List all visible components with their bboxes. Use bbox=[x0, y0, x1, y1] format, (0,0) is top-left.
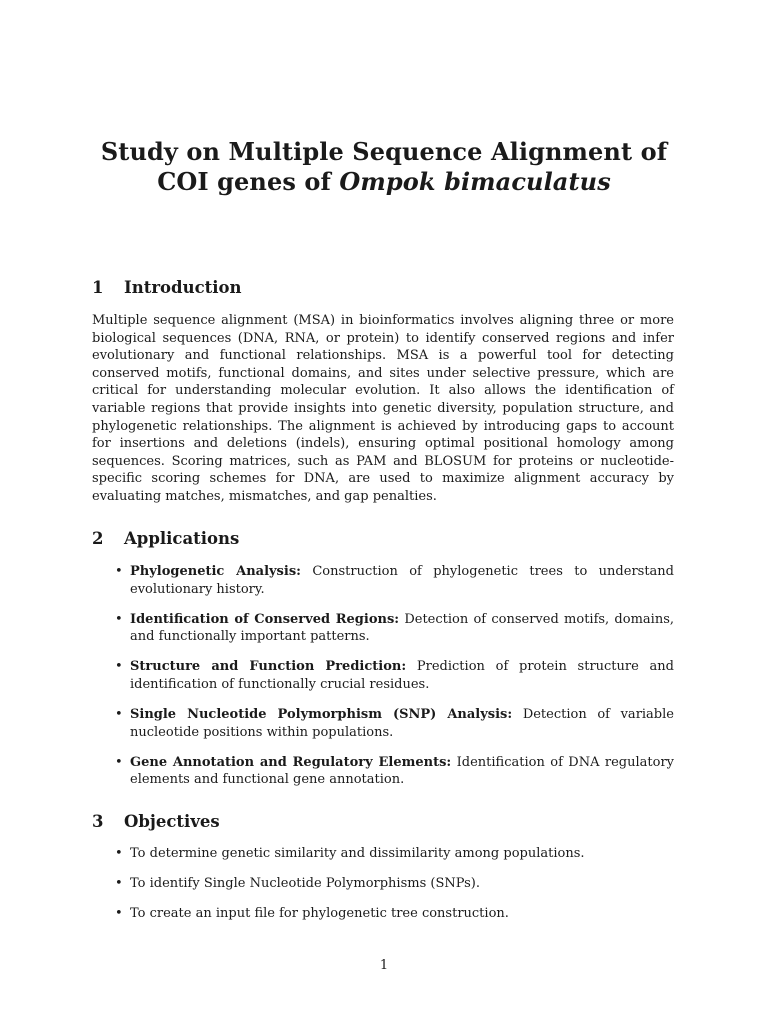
section-title: Applications bbox=[124, 529, 240, 548]
section-number: 1 bbox=[92, 278, 104, 297]
bullet-icon: • bbox=[115, 707, 123, 723]
section-title: Objectives bbox=[124, 812, 220, 831]
section-heading-objectives bbox=[92, 812, 220, 832]
list-item bbox=[92, 563, 674, 598]
list-item bbox=[92, 875, 674, 893]
page-number: 1 bbox=[379, 958, 389, 973]
list-item bbox=[92, 611, 674, 646]
item-text: To create an input file for phylogenetic tree construction. bbox=[130, 906, 509, 922]
title-line-2 bbox=[60, 167, 708, 197]
item-text: To determine genetic similarity and dissimilarity among populations. bbox=[130, 846, 585, 861]
section-number: 2 bbox=[92, 529, 104, 548]
item-term: Phylogenetic Analysis: bbox=[130, 564, 301, 579]
item-text: Prediction of protein structure and identification of functionally crucial residues. bbox=[130, 659, 674, 692]
item-text: Detection of variable nucleotide positions within populations. bbox=[130, 707, 674, 740]
section-heading-applications bbox=[92, 529, 239, 549]
paper-title bbox=[60, 137, 708, 197]
section-number: 3 bbox=[92, 812, 104, 831]
list-item bbox=[92, 706, 674, 741]
bullet-icon: • bbox=[115, 846, 123, 861]
list-item bbox=[92, 845, 674, 863]
item-text: To identify Single Nucleotide Polymorphisms (SNPs). bbox=[130, 876, 481, 892]
title-line-2-prefix: COI genes of bbox=[157, 167, 340, 196]
bullet-icon: • bbox=[115, 876, 123, 892]
bullet-icon: • bbox=[115, 906, 123, 922]
objectives-list bbox=[92, 845, 674, 935]
bullet-icon: • bbox=[115, 659, 123, 675]
item-term: Gene Annotation and Regulatory Elements: bbox=[130, 754, 452, 770]
bullet-icon: • bbox=[115, 564, 123, 579]
bullet-icon: • bbox=[115, 754, 123, 770]
bullet-icon: • bbox=[115, 611, 123, 627]
title-line-1: Study on Multiple Sequence Alignment of bbox=[100, 137, 668, 166]
section-title: Introduction bbox=[124, 278, 242, 297]
item-text: Detection of conserved motifs, domains, and functionally important patterns. bbox=[130, 611, 674, 645]
list-item bbox=[92, 658, 674, 693]
list-item bbox=[92, 905, 674, 923]
section-heading-introduction bbox=[92, 278, 242, 298]
item-term: Identification of Conserved Regions: bbox=[130, 611, 400, 627]
item-term: Single Nucleotide Polymorphism (SNP) Analysis: bbox=[130, 707, 513, 723]
item-text: Identification of DNA regulatory elements and functional gene annotation. bbox=[130, 754, 675, 788]
applications-list bbox=[92, 563, 674, 801]
species-name: Ompok bimaculatus bbox=[339, 167, 611, 196]
list-item bbox=[92, 754, 674, 789]
introduction-paragraph: Multiple sequence alignment (MSA) in bioinformatics involves aligning three or more biological sequences (DNA, RNA, or protein) to identify conserved regions and infer evolutionary and functional relationships. MSA is a powerful tool for detecting conserved motifs, functional domains, and sites under selective pressure, which are critical for understanding molecular evolution. It also allows the identification of variable regions that provide insights into genetic diversity, population structure, and phylogenetic relationships. The alignment is achieved by introducing gaps to account for insertions and deletions (indels), ensuring optimal positional homology among sequences. Scoring matrices, such as PAM and BLOSUM for proteins or nucleotide-specific scoring schemes for DNA, are used to maximize alignment accuracy by evaluating matches, mismatches, and gap penalties. bbox=[92, 313, 674, 504]
item-text: Construction of phylogenetic trees to understand evolutionary history. bbox=[130, 564, 674, 597]
item-term: Structure and Function Prediction: bbox=[130, 659, 407, 675]
